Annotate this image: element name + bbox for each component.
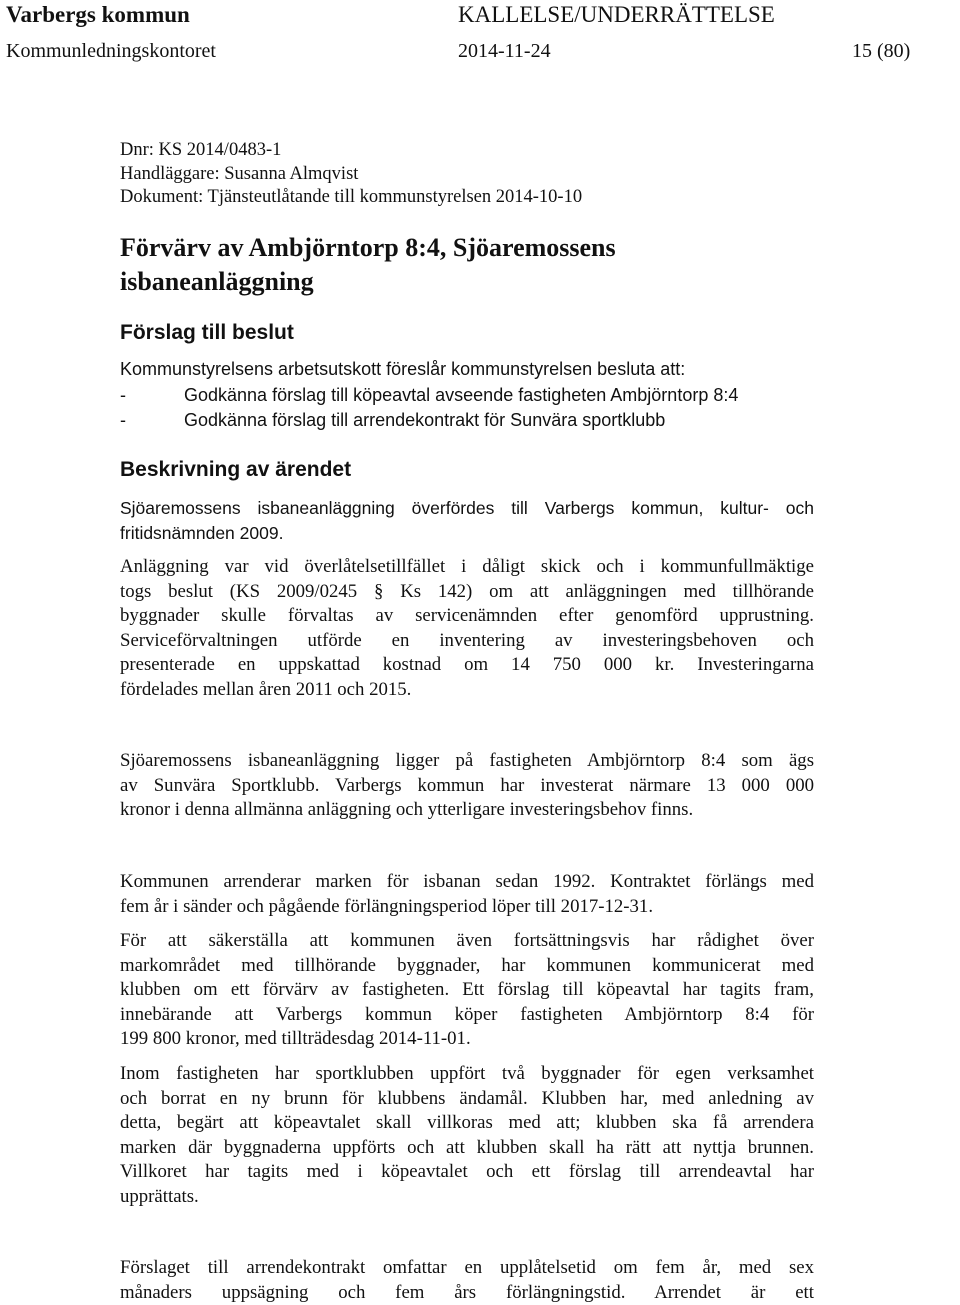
paragraph-7: [120, 1256, 814, 1305]
text-line: fördelades mellan åren 2011 och 2015.: [120, 678, 412, 700]
text-line: Anläggning var vid överlåtelsetillfället i dåligt skick och i kommunfullmäktige: [120, 556, 814, 577]
text-line: detta, begärt att köpeavtalet skall villkoras med att; klubben ska få arrendera: [120, 1112, 814, 1133]
text-line: byggnader skulle förvaltas av servicenämnden efter genomförd upprustning.: [120, 605, 814, 626]
bullet-text: Godkänna förslag till arrendekontrakt för Sunvära sportklubb: [184, 410, 666, 430]
text-line: 199 800 kronor, med tillträdesdag 2014-11-01.: [120, 1028, 471, 1049]
text-line: Serviceförvaltningen utförde en inventering av investeringsbehoven och: [120, 629, 814, 651]
proposal-bullet: [120, 410, 665, 431]
text-line: För att säkerställa att kommunen även fortsättningsvis har rådighet över: [120, 930, 814, 951]
text-line: innebärande att Varbergs kommun köper fastigheten Ambjörntorp 8:4 för: [120, 1003, 814, 1025]
text-line: Sjöaremossens isbaneanläggning ligger på fastigheten Ambjörntorp 8:4 som ägs: [120, 750, 814, 771]
text-line: togs beslut (KS 2009/0245 § Ks 142) om att anläggningen med tillhörande: [120, 580, 814, 602]
text-line: markområdet med tillhörande byggnader, har kommunen kommunicerat med: [120, 954, 814, 976]
page-number: 15 (80): [852, 40, 911, 62]
paragraph-4: [120, 870, 814, 919]
proposal-bullet: [120, 385, 738, 406]
page-title-line1: Förvärv av Ambjörntorp 8:4, Sjöaremossens: [120, 233, 616, 262]
org-name: Varbergs kommun: [6, 2, 190, 27]
dnr-line: Dnr: KS 2014/0483-1: [120, 140, 282, 160]
text-line: marken där byggnaderna uppförts och att klubben skall ha rätt att nyttja brunnen.: [120, 1136, 814, 1158]
bullet-dash: -: [120, 385, 126, 405]
dokument-line: Dokument: Tjänsteutlåtande till kommunstyrelsen 2014-10-10: [120, 187, 583, 207]
bullet-dash: -: [120, 410, 126, 430]
text-line: Kommunen arrenderar marken för isbanan sedan 1992. Kontraktet förlängs med: [120, 871, 814, 892]
document-type: KALLELSE/UNDERRÄTTELSE: [458, 2, 775, 27]
bullet-text: Godkänna förslag till köpeavtal avseende fastigheten Ambjörntorp 8:4: [184, 385, 739, 405]
page-title-line2: isbaneanläggning: [120, 267, 314, 296]
text-line: Inom fastigheten har sportklubben uppfört två byggnader för egen verksamhet: [120, 1063, 814, 1084]
handlaggare-line: Handläggare: Susanna Almqvist: [120, 164, 359, 184]
proposal-heading: Förslag till beslut: [120, 321, 294, 344]
paragraph-2: [120, 555, 814, 702]
text-line: av Sunvära Sportklubb. Varbergs kommun har investerat närmare 13 000 000: [120, 774, 814, 796]
text-line: månaders uppsägning och fem års förlängningstid. Arrendet är ett: [120, 1281, 814, 1303]
text-line: upprättats.: [120, 1185, 199, 1207]
text-line: Förslaget till arrendekontrakt omfattar en upplåtelsetid om fem år, med sex: [120, 1257, 814, 1278]
description-heading: Beskrivning av ärendet: [120, 458, 352, 481]
document-date: 2014-11-24: [458, 40, 551, 62]
paragraph-6: [120, 1062, 814, 1209]
text-line: Villkoret har tagits med i köpeavtalet och ett förslag till arrendeavtal har: [120, 1161, 814, 1182]
paragraph-1: [120, 496, 814, 545]
text-line: fritidsnämnden 2009.: [120, 522, 284, 543]
text-line: Sjöaremossens isbaneanläggning överfördes till Varbergs kommun, kultur- och: [120, 498, 814, 518]
paragraph-3: [120, 749, 814, 823]
department: Kommunledningskontoret: [6, 40, 216, 62]
text-line: kronor i denna allmänna anläggning och ytterligare investeringsbehov finns.: [120, 799, 694, 820]
paragraph-5: [120, 929, 814, 1052]
text-line: presenterade en uppskattad kostnad om 14 750 000 kr. Investeringarna: [120, 654, 814, 675]
text-line: och borrat en ny brunn för klubbens ändamål. Klubben har, med anledning av: [120, 1087, 814, 1109]
text-line: fem år i sänder och pågående förlängningsperiod löper till 2017-12-31.: [120, 895, 654, 917]
text-line: klubben om ett förvärv av fastigheten. Ett förslag till köpeavtal har tagits fram,: [120, 979, 814, 1000]
proposal-intro: Kommunstyrelsens arbetsutskott föreslår kommunstyrelsen besluta att:: [120, 359, 686, 379]
